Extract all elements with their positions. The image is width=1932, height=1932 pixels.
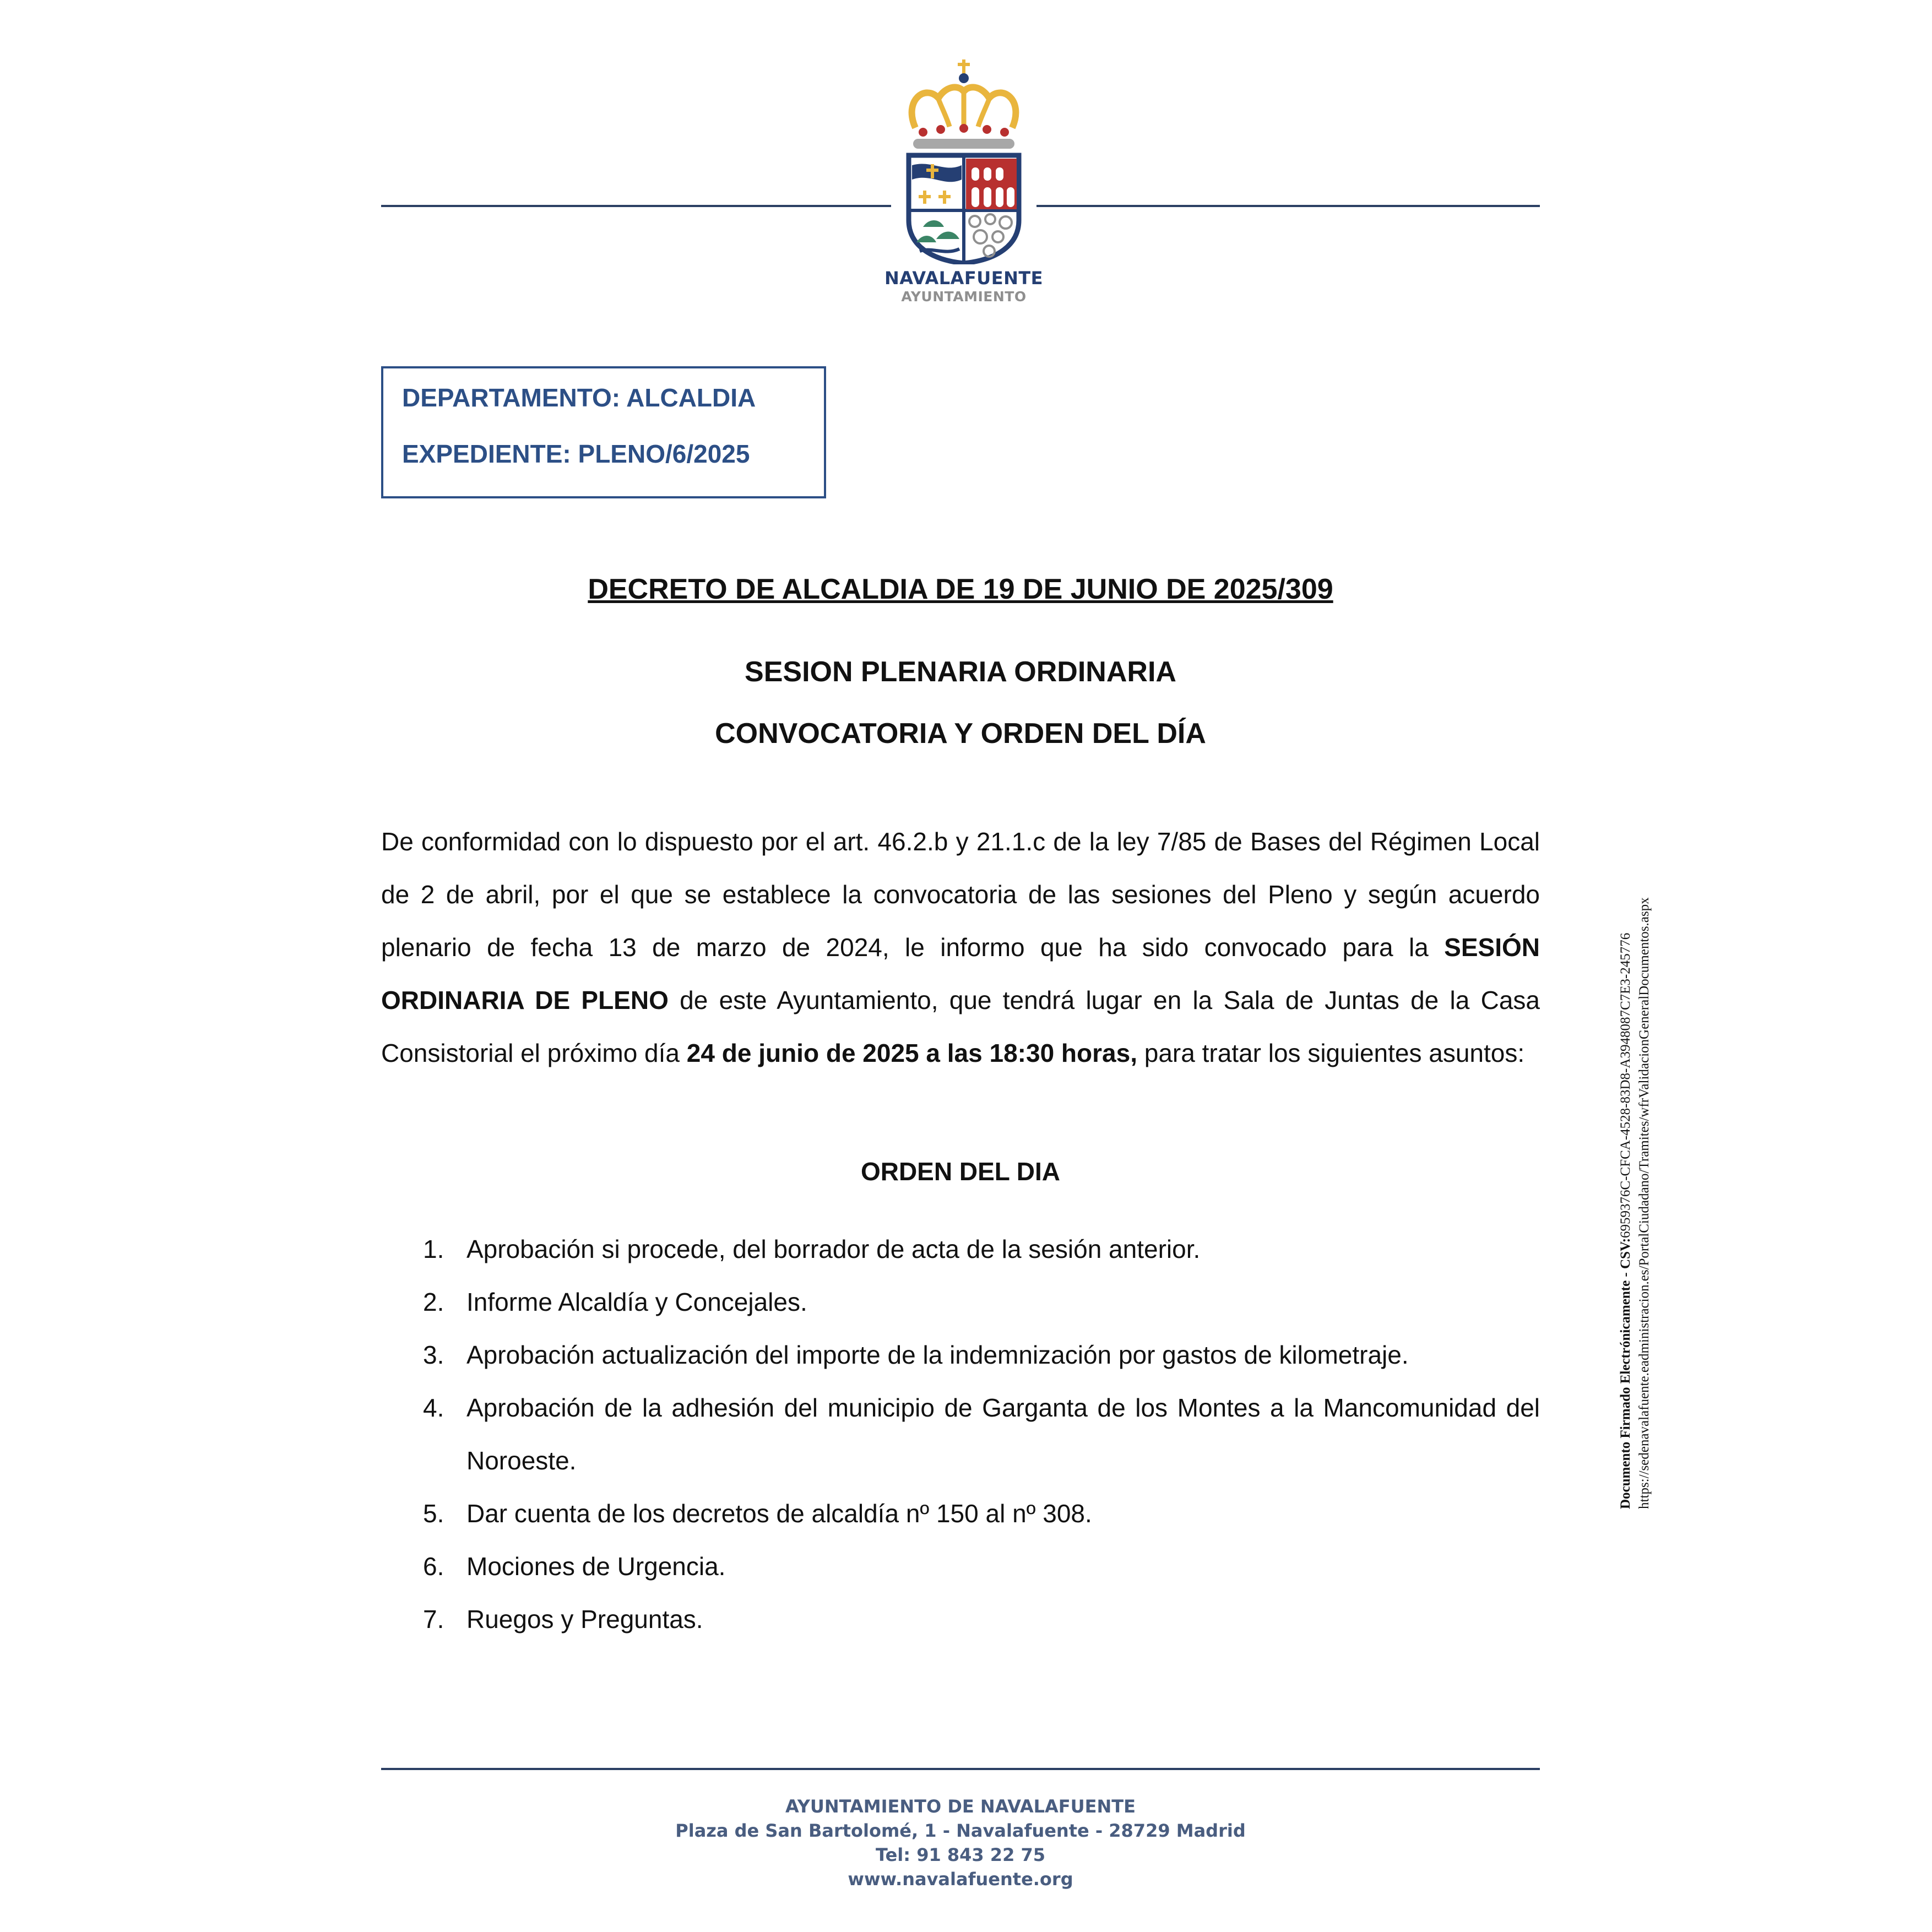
- agenda-item-number: 1.: [423, 1235, 444, 1263]
- signature-line: [1616, 760, 1635, 1509]
- body-text-part-1: De conformidad con lo dispuesto por el art. 46.2.b y 21.1.c de la ley 7/85 de Bases del Régimen Local de 2 de abril, por el que se establece la convocatoria de las sesiones del Pleno y según acuerdo plenario de fecha 13 de marzo de 2024, le informo que ha sido convocado para la: [381, 827, 1540, 962]
- agenda-item-text: Mociones de Urgencia.: [466, 1552, 726, 1581]
- info-box: [381, 366, 826, 498]
- header-rule-left: [381, 205, 891, 207]
- agenda-item-number: 5.: [423, 1499, 444, 1528]
- csv-code: 6959376C-CFCA-4528-83D8-A3948087C7E3-245776: [1618, 932, 1633, 1238]
- agenda-item-text: Aprobación si procede, del borrador de acta de la sesión anterior.: [466, 1235, 1201, 1263]
- footer-entity: AYUNTAMIENTO DE NAVALAFUENTE: [785, 1796, 1136, 1817]
- agenda-item: [381, 1276, 1540, 1328]
- footer-rule: [381, 1768, 1540, 1770]
- file-number-label: EXPEDIENTE: PLENO/6/2025: [402, 439, 750, 468]
- agenda-item-text: Aprobación de la adhesión del municipio de Garganta de los Montes a la Mancomunidad del Noroeste.: [466, 1393, 1540, 1475]
- agenda-item: [381, 1487, 1540, 1540]
- agenda-item-number: 2.: [423, 1288, 444, 1316]
- agenda-item: [381, 1328, 1540, 1381]
- header-rule-right: [1036, 205, 1540, 207]
- body-text-part-3: para tratar los siguientes asuntos:: [1137, 1039, 1525, 1067]
- decree-title: DECRETO DE ALCALDIA DE 19 DE JUNIO DE 2025/309: [588, 573, 1333, 605]
- municipality-name: NAVALAFUENTE: [884, 268, 1044, 289]
- body-bold-date: 24 de junio de 2025 a las 18:30 horas,: [686, 1039, 1137, 1067]
- csv-label: CSV:: [1618, 1238, 1633, 1269]
- entity-name: AYUNTAMIENTO: [901, 289, 1027, 305]
- agenda-item-number: 4.: [423, 1393, 444, 1422]
- body-text-part-2: de este Ayuntamiento, que tendrá lugar en la Sala de Juntas de la Casa Consistorial el próximo día: [381, 986, 1540, 1067]
- agenda-heading: ORDEN DEL DIA: [860, 1157, 1061, 1186]
- agenda-item: [381, 1381, 1540, 1487]
- agenda-item: [381, 1223, 1540, 1276]
- footer-phone: Tel: 91 843 22 75: [876, 1844, 1045, 1865]
- agenda-item-number: 7.: [423, 1605, 444, 1633]
- department-label: DEPARTAMENTO: ALCALDIA: [402, 383, 756, 412]
- signature-label: Documento Firmado Electrónicamente -: [1618, 1269, 1633, 1509]
- agenda-item: [381, 1540, 1540, 1593]
- agenda-item-text: Ruegos y Preguntas.: [466, 1605, 703, 1633]
- validation-url[interactable]: https://sedenavalafuente.eadministracion.es/PortalCiudadano/Tramites/wfrValidacionGeneralDocumentos.aspx: [1637, 897, 1652, 1509]
- agenda-item-number: 6.: [423, 1552, 444, 1581]
- agenda-list: [381, 1223, 1540, 1646]
- agenda-item-text: Informe Alcaldía y Concejales.: [466, 1288, 807, 1316]
- electronic-signature-stamp: [1616, 760, 1656, 1509]
- footer-website[interactable]: www.navalafuente.org: [848, 1869, 1073, 1890]
- session-subtitle: SESION PLENARIA ORDINARIA: [745, 656, 1176, 688]
- footer: [381, 1794, 1540, 1891]
- agenda-item-text: Aprobación actualización del importe de la indemnización por gastos de kilometraje.: [466, 1341, 1409, 1369]
- body-bold-session: SESIÓN ORDINARIA DE PLENO: [381, 933, 1540, 1014]
- agenda-item-number: 3.: [423, 1341, 444, 1369]
- footer-address: Plaza de San Bartolomé, 1 - Navalafuente - 28729 Madrid: [675, 1820, 1246, 1841]
- agenda-item-text: Dar cuenta de los decretos de alcaldía nº 150 al nº 308.: [466, 1499, 1092, 1528]
- agenda-item: [381, 1593, 1540, 1646]
- convocation-subtitle: CONVOCATORIA Y ORDEN DEL DÍA: [715, 718, 1206, 750]
- coat-of-arms-logo: [892, 55, 1035, 264]
- body-paragraph: [381, 815, 1540, 1079]
